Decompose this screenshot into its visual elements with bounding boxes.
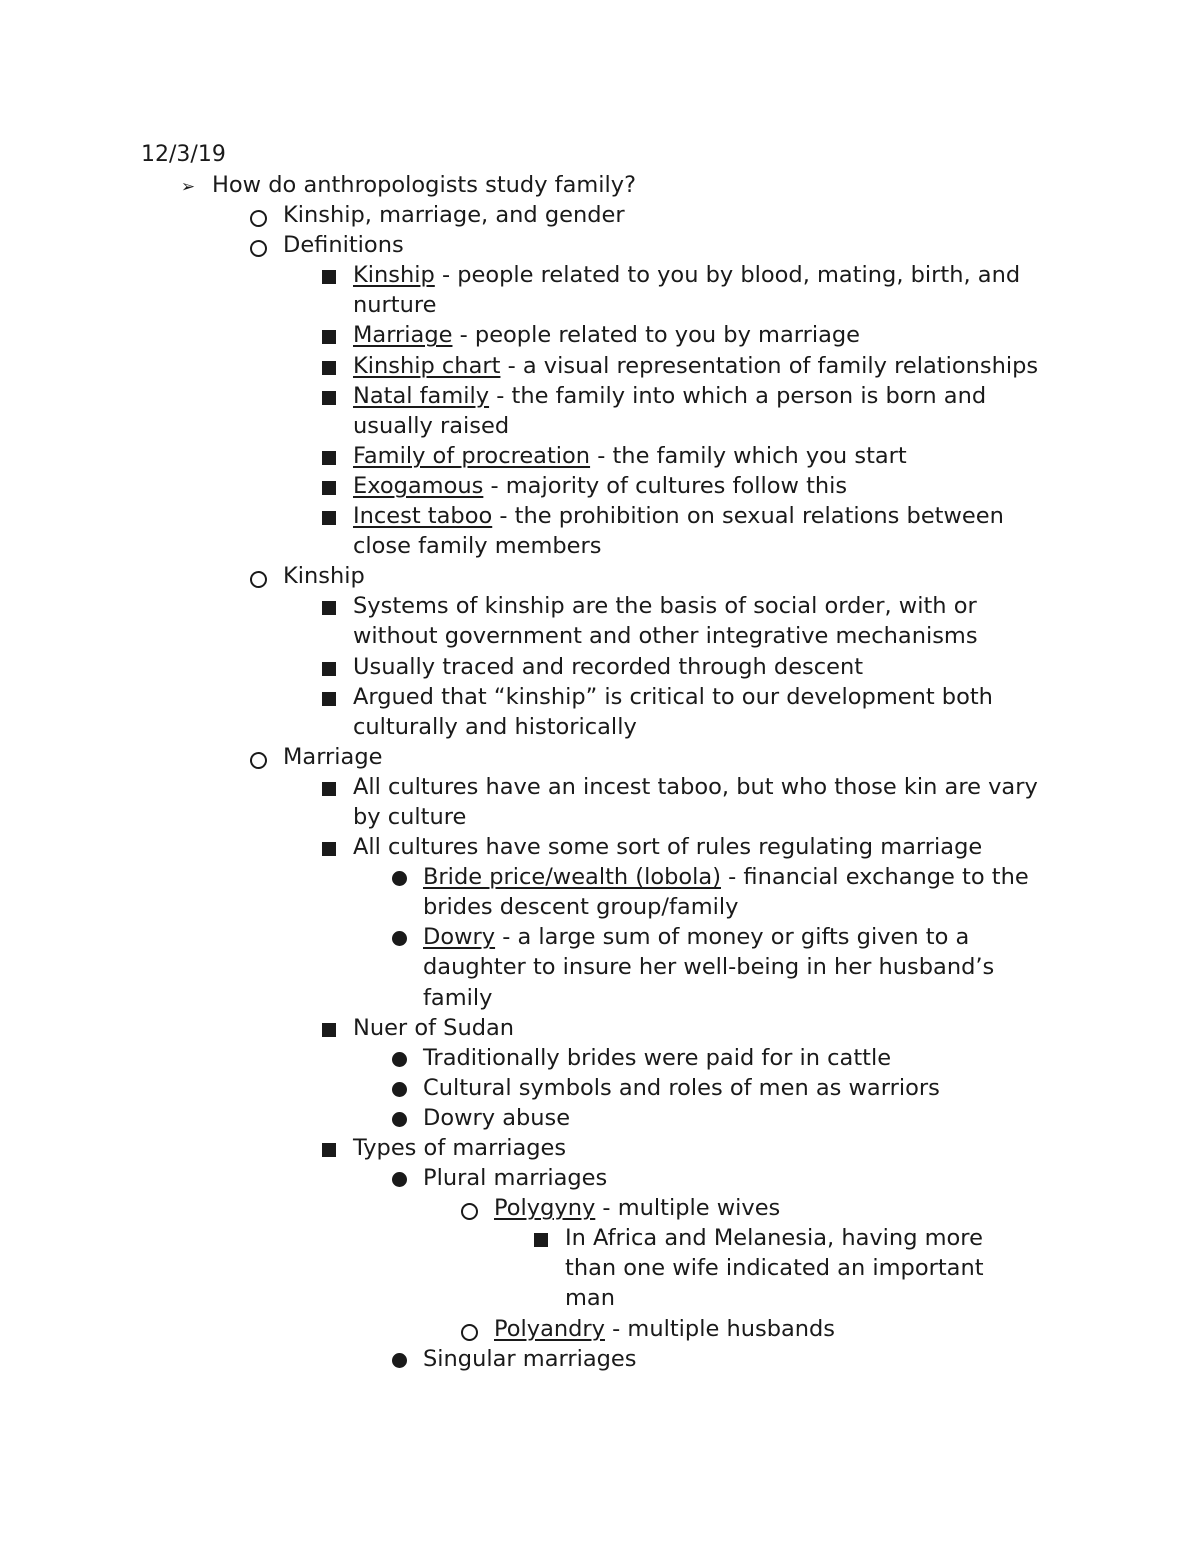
outline-item-text [283,200,1043,230]
filled-circle-bullet-icon [387,1043,411,1075]
item-description: Cultural symbols and roles of men as warriors [423,1074,940,1101]
item-description: Types of marriages [353,1135,567,1161]
outline-item-text [353,501,1053,561]
outline-item [0,591,1200,651]
item-description: Argued that “kinship” is critical to our development both culturally and historically [353,683,993,740]
filled-circle-bullet-icon [387,922,411,954]
outline-item [0,501,1200,561]
filled-square-bullet-icon [317,591,341,623]
outline-item [0,1073,1200,1103]
filled-square-bullet-icon [317,652,341,684]
outline-item [0,1133,1200,1163]
outline-item-text [494,1193,1054,1223]
outline-item-text [353,772,1053,832]
filled-square-bullet-icon [529,1223,553,1255]
filled-square-bullet-icon [317,351,341,383]
outline-item [0,832,1200,862]
defined-term: Exogamous [353,472,484,499]
defined-term: Natal family [353,382,490,409]
outline-item-text [423,862,1053,922]
item-description: Systems of kinship are the basis of social order, with or without government and other integrative mechanisms [353,593,978,650]
outline-item-text [353,652,1053,682]
outline-item-text [353,441,1053,471]
outline-item [0,320,1200,350]
item-description: - multiple husbands [605,1315,836,1342]
outline-item [0,682,1200,742]
outline-item [0,652,1200,682]
item-description: - majority of cultures follow this [483,472,848,499]
item-description: - a visual representation of family relationships [500,352,1039,379]
outline-item [0,441,1200,471]
outline-item [0,351,1200,381]
outline-item-text [423,922,1053,1012]
filled-square-bullet-icon [317,772,341,804]
filled-square-bullet-icon [317,832,341,864]
outline-item-text [353,1133,1053,1163]
outline-item [0,230,1200,260]
outline-item [0,1013,1200,1043]
defined-term: Incest taboo [353,503,493,530]
item-description: Kinship [283,563,365,590]
notes-outline [0,170,1200,1374]
outline-item-text [423,1073,1053,1103]
item-description: Usually traced and recorded through descent [353,653,864,680]
outline-item-text [353,381,1053,441]
filled-circle-bullet-icon [387,1073,411,1105]
defined-term: Polyandry [494,1315,605,1342]
item-description: Plural marriages [423,1165,608,1192]
outline-item [0,1043,1200,1073]
defined-term: Polygyny [494,1195,596,1222]
outline-item-text [353,682,1053,742]
filled-square-bullet-icon [317,501,341,533]
item-description: - the prohibition on sexual relations between close family members [353,503,1004,560]
item-description: Definitions [283,232,404,259]
outline-item-text [353,351,1053,381]
outline-item [0,561,1200,591]
outline-item [0,381,1200,441]
outline-item-text [353,1013,1053,1043]
filled-square-bullet-icon [317,1133,341,1165]
item-description: All cultures have some sort of rules regulating marriage [353,834,983,861]
outline-item [0,742,1200,772]
outline-item [0,862,1200,922]
outline-item-text [283,561,1043,591]
filled-square-bullet-icon [317,471,341,503]
filled-square-bullet-icon [317,1013,341,1045]
outline-item [0,471,1200,501]
outline-item-text [353,591,1053,651]
item-description: - a large sum of money or gifts given to a daughter to insure her well-being in her husband’s family [423,924,995,1011]
outline-item-text [353,471,1053,501]
defined-term: Kinship [353,262,435,289]
filled-square-bullet-icon [317,260,341,292]
defined-term: Family of procreation [353,442,591,469]
defined-term: Kinship chart [353,352,501,379]
outline-item [0,1344,1200,1374]
outline-item [0,1223,1200,1313]
item-description: All cultures have an incest taboo, but who those kin are vary by culture [353,773,1038,830]
outline-item [0,1193,1200,1223]
outline-item-text [565,1223,1035,1313]
outline-item-text [353,832,1053,862]
outline-item [0,772,1200,832]
item-description: - the family which you start [590,442,907,469]
note-date: 12/3/19 [141,142,226,167]
item-description: How do anthropologists study family? [212,172,637,198]
defined-term: Bride price/wealth (lobola) [423,864,721,891]
filled-square-bullet-icon [317,320,341,352]
outline-item [0,1103,1200,1133]
outline-item-text [423,1344,1053,1374]
outline-item [0,1314,1200,1344]
item-description: Singular marriages [423,1345,637,1372]
outline-item-text [283,230,1043,260]
outline-item-text [423,1163,1053,1193]
item-description: Marriage [283,743,383,770]
item-description: Dowry abuse [423,1104,571,1131]
item-description: Kinship, marriage, and gender [283,202,625,229]
filled-circle-bullet-icon [387,1163,411,1195]
outline-item [0,170,1200,200]
item-description: - people related to you by marriage [452,322,861,349]
outline-item-text [353,260,1053,320]
filled-circle-bullet-icon [387,1103,411,1135]
filled-square-bullet-icon [317,441,341,473]
filled-circle-bullet-icon [387,862,411,894]
item-description: In Africa and Melanesia, having more than one wife indicated an important man [565,1225,984,1312]
arrowhead-bullet-icon: ➢ [180,177,196,197]
outline-item-text [494,1314,1054,1344]
filled-square-bullet-icon [317,682,341,714]
filled-circle-bullet-icon [387,1344,411,1376]
item-description: Nuer of Sudan [353,1014,515,1041]
filled-square-bullet-icon [317,381,341,413]
item-description: - financial exchange to the brides descent group/family [423,864,1029,921]
outline-item-text [212,170,912,200]
outline-item-text [283,742,1043,772]
outline-item [0,922,1200,1012]
item-description: - multiple wives [595,1195,781,1222]
outline-item [0,1163,1200,1193]
item-description: - people related to you by blood, mating, birth, and nurture [353,262,1021,319]
item-description: - the family into which a person is born and usually raised [353,382,987,439]
outline-item-text [423,1043,1053,1073]
outline-item [0,200,1200,230]
defined-term: Dowry [423,924,496,951]
outline-item [0,260,1200,320]
item-description: Traditionally brides were paid for in cattle [423,1044,892,1071]
outline-item-text [353,320,1053,350]
outline-item-text [423,1103,1053,1133]
defined-term: Marriage [353,322,453,349]
